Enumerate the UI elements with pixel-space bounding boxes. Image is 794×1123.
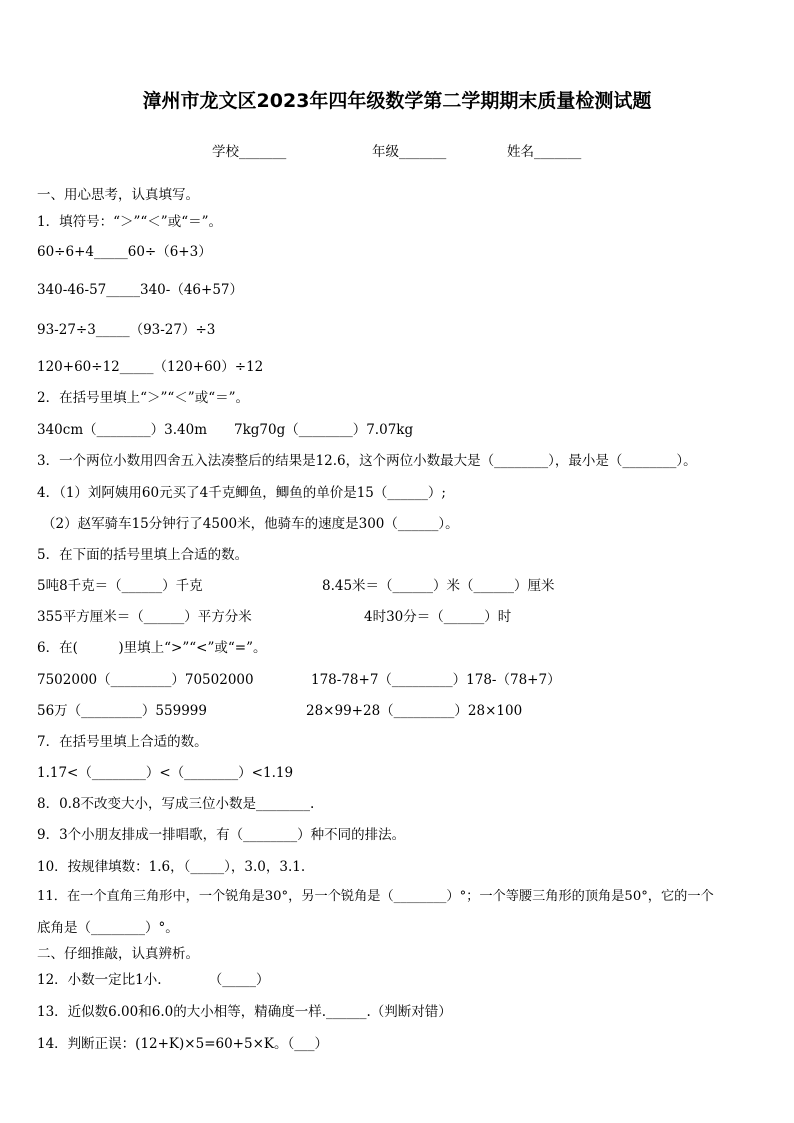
question-12: 12．小数一定比1小. （_____） [37, 972, 270, 988]
question-2: 2．在括号里填上“＞”“＜”或“＝”。 [37, 390, 249, 406]
question-1-c: 93-27÷3_____（93-27）÷3 [37, 322, 216, 338]
question-1-a: 60÷6+4_____60÷（6+3） [37, 244, 212, 260]
question-5-d: 4时30分＝（______）时 [364, 609, 512, 625]
question-1: 1．填符号：“＞”“＜”或“＝”。 [37, 214, 222, 230]
question-6-a: 7502000（_________）70502000 [37, 672, 254, 688]
question-7-a: 1.17<（________）<（________）<1.19 [37, 765, 294, 781]
page-title: 漳州市龙文区2023年四年级数学第二学期期末质量检测试题 [142, 90, 652, 112]
school-field: 学校_______ [212, 144, 287, 160]
question-6: 6．在( )里填上“>”“<”或“=”。 [37, 640, 267, 656]
question-6-b: 178-78+7（_________）178-（78+7） [311, 672, 561, 688]
question-5-c: 355平方厘米＝（______）平方分米 [37, 609, 252, 625]
question-7: 7．在括号里填上合适的数。 [37, 734, 208, 750]
question-8: 8．0.8不改变大小，写成三位小数是________. [37, 796, 315, 812]
section-1-heading: 一、用心思考，认真填写。 [37, 187, 199, 203]
question-4-b: （2）赵军骑车15分钟行了4500米，他骑车的速度是300（______）。 [42, 516, 459, 532]
name-field: 姓名_______ [507, 144, 582, 160]
question-10: 10．按规律填数：1.6，（_____），3.0，3.1. [37, 859, 306, 875]
question-6-c: 56万（_________）559999 [37, 703, 207, 719]
question-1-b: 340-46-57_____340-（46+57） [37, 282, 243, 298]
section-2-heading: 二、仔细推敲，认真辨析。 [37, 946, 199, 962]
question-3: 3．一个两位小数用四舍五入法凑整后的结果是12.6，这个两位小数最大是（________），最小是（________）。 [37, 453, 697, 469]
question-11-line-1: 11．在一个直角三角形中，一个锐角是30°，另一个锐角是（________）°；一个等腰三角形的顶角是50°，它的一个 [37, 889, 714, 904]
question-5-a: 5吨8千克＝（______）千克 [37, 578, 203, 594]
question-14: 14．判断正误：(12+K)×5=60+5×K。（___） [37, 1036, 328, 1052]
question-11-line-2: 底角是（________）°。 [37, 920, 179, 936]
question-2-a: 340cm（________）3.40m 7kg70g（________）7.07kg [37, 422, 414, 438]
grade-field: 年级_______ [372, 144, 447, 160]
question-5: 5．在下面的括号里填上合适的数。 [37, 547, 249, 563]
question-1-d: 120+60÷12_____（120+60）÷12 [37, 359, 264, 375]
question-13: 13．近似数6.00和6.0的大小相等，精确度一样.______.（判断对错） [37, 1004, 452, 1020]
question-6-d: 28×99+28（_________）28×100 [306, 703, 523, 719]
question-9: 9．3个小朋友排成一排唱歌，有（________）种不同的排法。 [37, 827, 406, 843]
question-4-a: 4．（1）刘阿姨用60元买了4千克鲫鱼，鲫鱼的单价是15（______）; [37, 485, 446, 501]
question-5-b: 8.45米＝（______）米（______）厘米 [322, 578, 555, 594]
